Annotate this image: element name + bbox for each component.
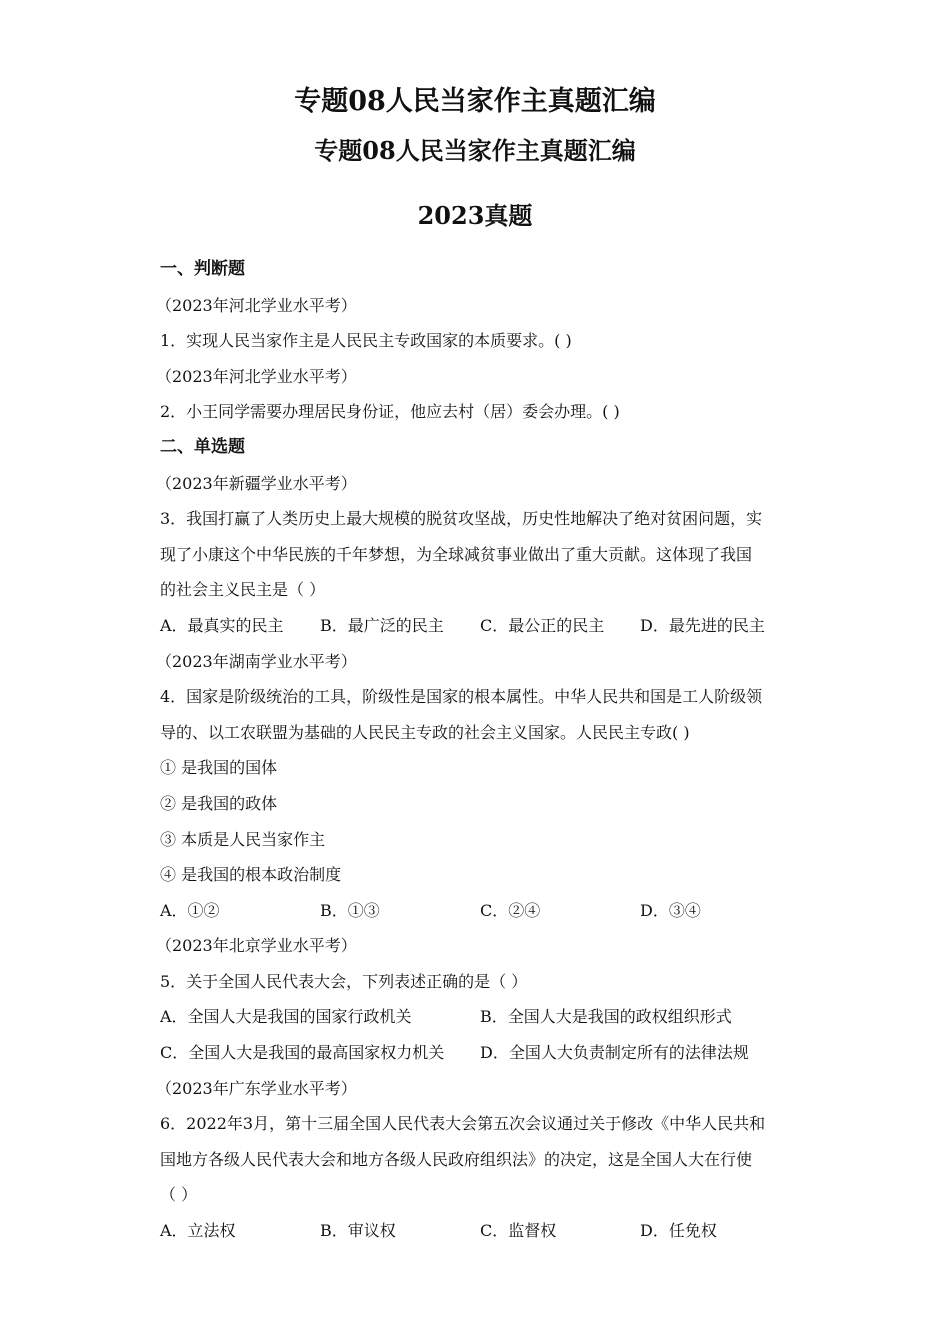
q6-option-c: C．监督权 bbox=[480, 1221, 557, 1241]
main-title: 专题08人民当家作主真题汇编 bbox=[294, 86, 656, 117]
q4-options bbox=[160, 893, 800, 929]
q3-stem-line: 现了小康这个中华民族的千年梦想，为全球减贫事业做出了重大贡献。这体现了我国 bbox=[160, 544, 753, 564]
year-heading: 2023真题 bbox=[417, 201, 533, 230]
q4-stem-line: 导的、以工农联盟为基础的人民民主专政的社会主义国家。人民民主专政( ) bbox=[160, 722, 690, 742]
q5-source: （2023年北京学业水平考） bbox=[156, 936, 357, 956]
section-judge-heading: 一、判断题 bbox=[160, 259, 245, 279]
q6-options bbox=[160, 1213, 800, 1249]
q6-option-a: A．立法权 bbox=[160, 1221, 236, 1241]
q3-option-d: D．最先进的民主 bbox=[640, 615, 765, 635]
q5-option-c: C．全国人大是我国的最高国家权力机关 bbox=[160, 1043, 445, 1063]
q6-stem-line: （ ） bbox=[160, 1185, 198, 1205]
q4-item: ① 是我国的国体 bbox=[160, 758, 278, 778]
q4-item: ④ 是我国的根本政治制度 bbox=[160, 865, 342, 885]
q3-option-c: C．最公正的民主 bbox=[480, 615, 605, 635]
q6-source: （2023年广东学业水平考） bbox=[156, 1078, 357, 1098]
q4-option-b: B．①③ bbox=[320, 900, 380, 920]
q1-stem: 1．实现人民当家作主是人民民主专政国家的本质要求。( ) bbox=[160, 331, 572, 351]
q3-source: （2023年新疆学业水平考） bbox=[156, 473, 357, 493]
content bbox=[156, 252, 800, 1249]
q3-stem-line: 3．我国打赢了人类历史上最大规模的脱贫攻坚战，历史性地解决了绝对贫困问题，实 bbox=[160, 509, 763, 529]
q4-item: ② 是我国的政体 bbox=[160, 793, 278, 813]
q2-stem: 2．小王同学需要办理居民身份证，他应去村（居）委会办理。( ) bbox=[160, 402, 620, 422]
q6-stem-line: 6．2022年3月，第十三届全国人民代表大会第五次会议通过关于修改《中华人民共和 bbox=[160, 1114, 766, 1134]
q4-source: （2023年湖南学业水平考） bbox=[156, 651, 357, 671]
q6-option-d: D．任免权 bbox=[640, 1221, 717, 1241]
q5-option-b: B．全国人大是我国的政权组织形式 bbox=[480, 1007, 732, 1027]
q5-option-d: D．全国人大负责制定所有的法律法规 bbox=[480, 1043, 749, 1063]
sub-title: 专题08人民当家作主真题汇编 bbox=[314, 136, 636, 165]
q1-source: （2023年河北学业水平考） bbox=[156, 295, 357, 315]
q5-stem: 5．关于全国人民代表大会，下列表述正确的是（ ） bbox=[160, 971, 528, 991]
q4-option-a: A．①② bbox=[160, 900, 220, 920]
q3-option-b: B．最广泛的民主 bbox=[320, 615, 444, 635]
q4-stem-line: 4．国家是阶级统治的工具，阶级性是国家的根本属性。中华人民共和国是工人阶级领 bbox=[160, 687, 763, 707]
q4-option-d: D．③④ bbox=[640, 900, 701, 920]
q4-item: ③ 本质是人民当家作主 bbox=[160, 829, 326, 849]
q3-option-a: A．最真实的民主 bbox=[160, 615, 284, 635]
q5-options-row bbox=[160, 1035, 800, 1071]
q6-option-b: B．审议权 bbox=[320, 1221, 396, 1241]
q4-option-c: C．②④ bbox=[480, 900, 541, 920]
q5-option-a: A．全国人大是我国的国家行政机关 bbox=[160, 1007, 412, 1027]
q3-options bbox=[160, 608, 800, 644]
q5-options-row bbox=[160, 999, 800, 1035]
q6-stem-line: 国地方各级人民代表大会和地方各级人民政府组织法》的决定，这是全国人大在行使 bbox=[160, 1149, 753, 1169]
section-single-heading: 二、单选题 bbox=[160, 436, 245, 457]
q2-source: （2023年河北学业水平考） bbox=[156, 366, 357, 386]
q3-stem-line: 的社会主义民主是（ ） bbox=[160, 580, 326, 600]
